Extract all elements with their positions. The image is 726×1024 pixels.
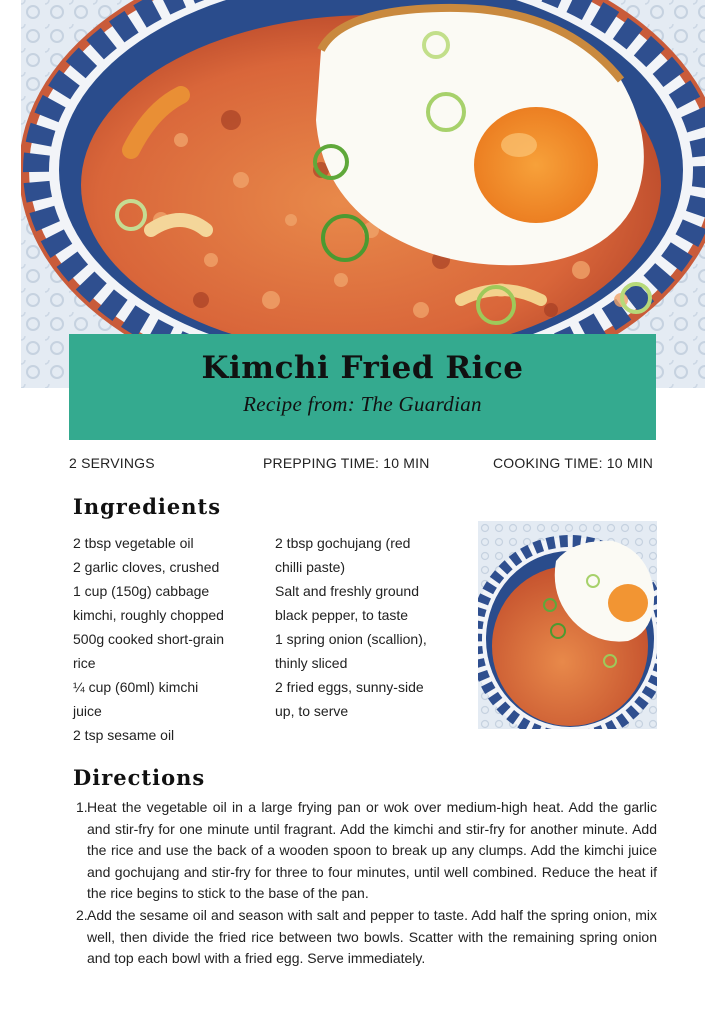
ingredient-line: 2 tbsp vegetable oil <box>73 535 194 551</box>
step-text: Add the sesame oil and season with salt and pepper to taste. Add half the spring onion, mix well, then divide the fried rice between two bowls. Scatter with the remaining spring onion and top each bowl with a fried egg. Serve immediately. <box>87 906 657 967</box>
ingredient-line: rice <box>73 655 96 671</box>
ingredient-line: 1 spring onion (scallion), <box>275 631 427 647</box>
prep-time: PREPPING TIME: 10 MIN <box>263 455 430 471</box>
direction-step <box>73 905 657 970</box>
ingredient-line: thinly sliced <box>275 655 348 671</box>
recipe-source: Recipe from: The Guardian <box>243 392 482 416</box>
ingredient-line: 500g cooked short-grain <box>73 631 224 647</box>
step-number: 2. <box>76 906 88 923</box>
ingredient-line: 2 tbsp gochujang (red <box>275 535 411 551</box>
thumbnail-photo <box>478 521 657 729</box>
title-banner <box>69 334 656 440</box>
directions-heading: Directions <box>73 765 206 790</box>
step-text: Heat the vegetable oil in a large frying pan or wok over medium-high heat. Add the garlic and stir-fry for one minute until fragrant. Add the kimchi and stir-fry for another minute. Add the rice and use the back of a wooden spoon to break up any clumps. Add the kimchi juice and gochujang and stir-fry for three to four minutes, until well combined. Reduce the heat if the rice begins to stick to the base of the pan. <box>87 799 657 902</box>
ingredient-line: 2 fried eggs, sunny-side <box>275 679 424 695</box>
ingredient-line: 2 tsp sesame oil <box>73 727 175 743</box>
thumbnail-photo-illustration <box>478 521 657 729</box>
ingredient-line: up, to serve <box>275 703 349 719</box>
ingredient-line: ¼ cup (60ml) kimchi <box>73 679 199 695</box>
servings: 2 SERVINGS <box>69 455 155 471</box>
cook-time: COOKING TIME: 10 MIN <box>493 455 654 471</box>
ingredient-line: black pepper, to taste <box>275 607 409 623</box>
hero-photo-illustration <box>21 0 705 388</box>
hero-photo <box>21 0 705 388</box>
ingredients-column-1 <box>73 531 263 747</box>
ingredient-line: Salt and freshly ground <box>275 583 419 599</box>
step-number: 1. <box>76 799 88 815</box>
ingredient-line: 1 cup (150g) cabbage <box>73 583 210 599</box>
recipe-title: Kimchi Fried Rice <box>201 350 524 386</box>
ingredient-line: juice <box>73 703 102 719</box>
directions-list <box>73 797 657 970</box>
ingredient-line: kimchi, roughly chopped <box>73 607 224 623</box>
direction-step <box>73 797 657 905</box>
ingredient-line: chilli paste) <box>275 559 346 575</box>
ingredient-line: 2 garlic cloves, crushed <box>73 559 220 575</box>
ingredients-column-2 <box>275 531 465 723</box>
ingredients-heading: Ingredients <box>73 494 222 519</box>
